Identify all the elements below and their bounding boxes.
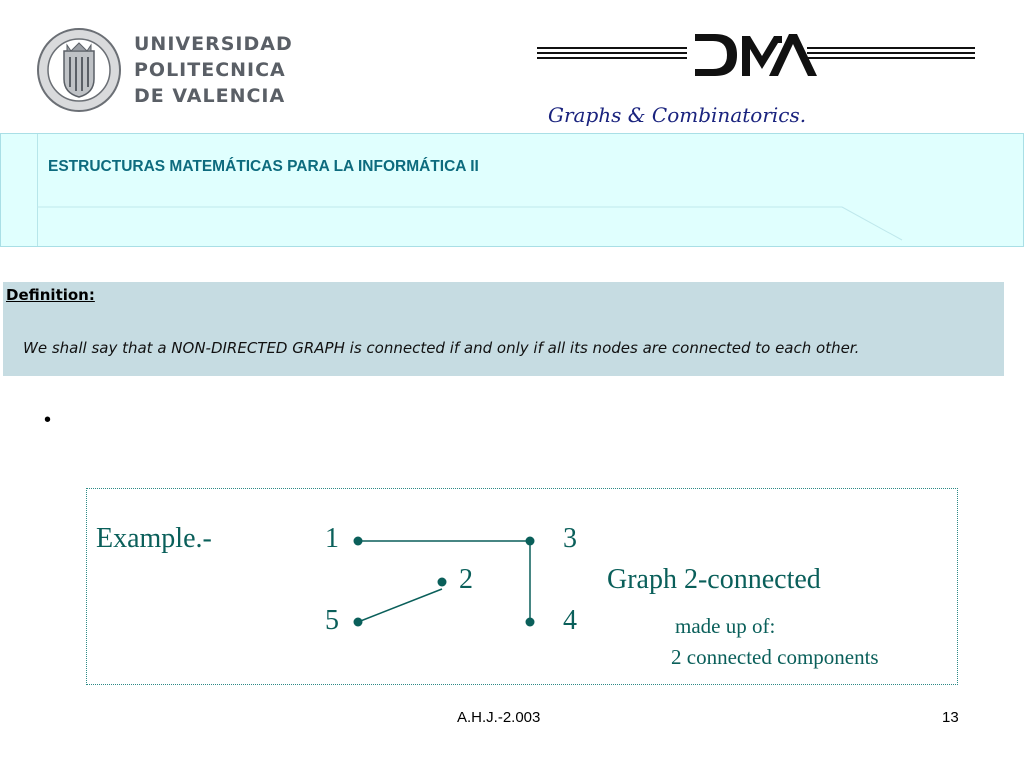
node-4-label: 4 <box>563 605 577 636</box>
made-up-of-label: made up of: <box>675 614 776 638</box>
node-2-dot <box>438 578 447 587</box>
course-title: ESTRUCTURAS MATEMÁTICAS PARA LA INFORMÁTICA II <box>48 158 479 175</box>
header-band <box>0 133 1024 247</box>
subtitle: Graphs & Combinatorics. <box>548 103 807 127</box>
node-5-label: 5 <box>325 605 339 636</box>
dma-logo <box>537 30 977 80</box>
university-name-line-3: DE VALENCIA <box>134 85 286 107</box>
header-rule <box>37 204 907 244</box>
footer-author: A.H.J.-2.003 <box>457 709 541 726</box>
dma-logo-icon <box>537 30 977 80</box>
page-number: 13 <box>942 709 959 726</box>
graph-label: Graph 2-connected <box>607 564 821 595</box>
definition-box <box>3 282 1004 376</box>
university-seal-icon <box>34 27 124 113</box>
edge-5-2 <box>358 589 442 622</box>
bullet: • <box>44 409 52 431</box>
node-3-dot <box>526 537 535 546</box>
university-name-line-2: POLITECNICA <box>134 59 286 81</box>
node-1-dot <box>354 537 363 546</box>
university-name-line-1: UNIVERSIDAD <box>134 33 293 55</box>
upv-logo <box>34 27 304 117</box>
node-2-label: 2 <box>459 564 473 595</box>
node-3-label: 3 <box>563 523 577 554</box>
definition-text: We shall say that a NON-DIRECTED GRAPH is connected if and only if all its nodes are connected to each other. <box>23 339 860 357</box>
node-4-dot <box>526 618 535 627</box>
node-1-label: 1 <box>325 523 339 554</box>
example-title: Example.- <box>96 523 212 554</box>
example-box <box>86 488 958 685</box>
node-5-dot <box>354 618 363 627</box>
components-label: 2 connected components <box>671 645 879 669</box>
definition-label: Definition: <box>6 286 95 304</box>
